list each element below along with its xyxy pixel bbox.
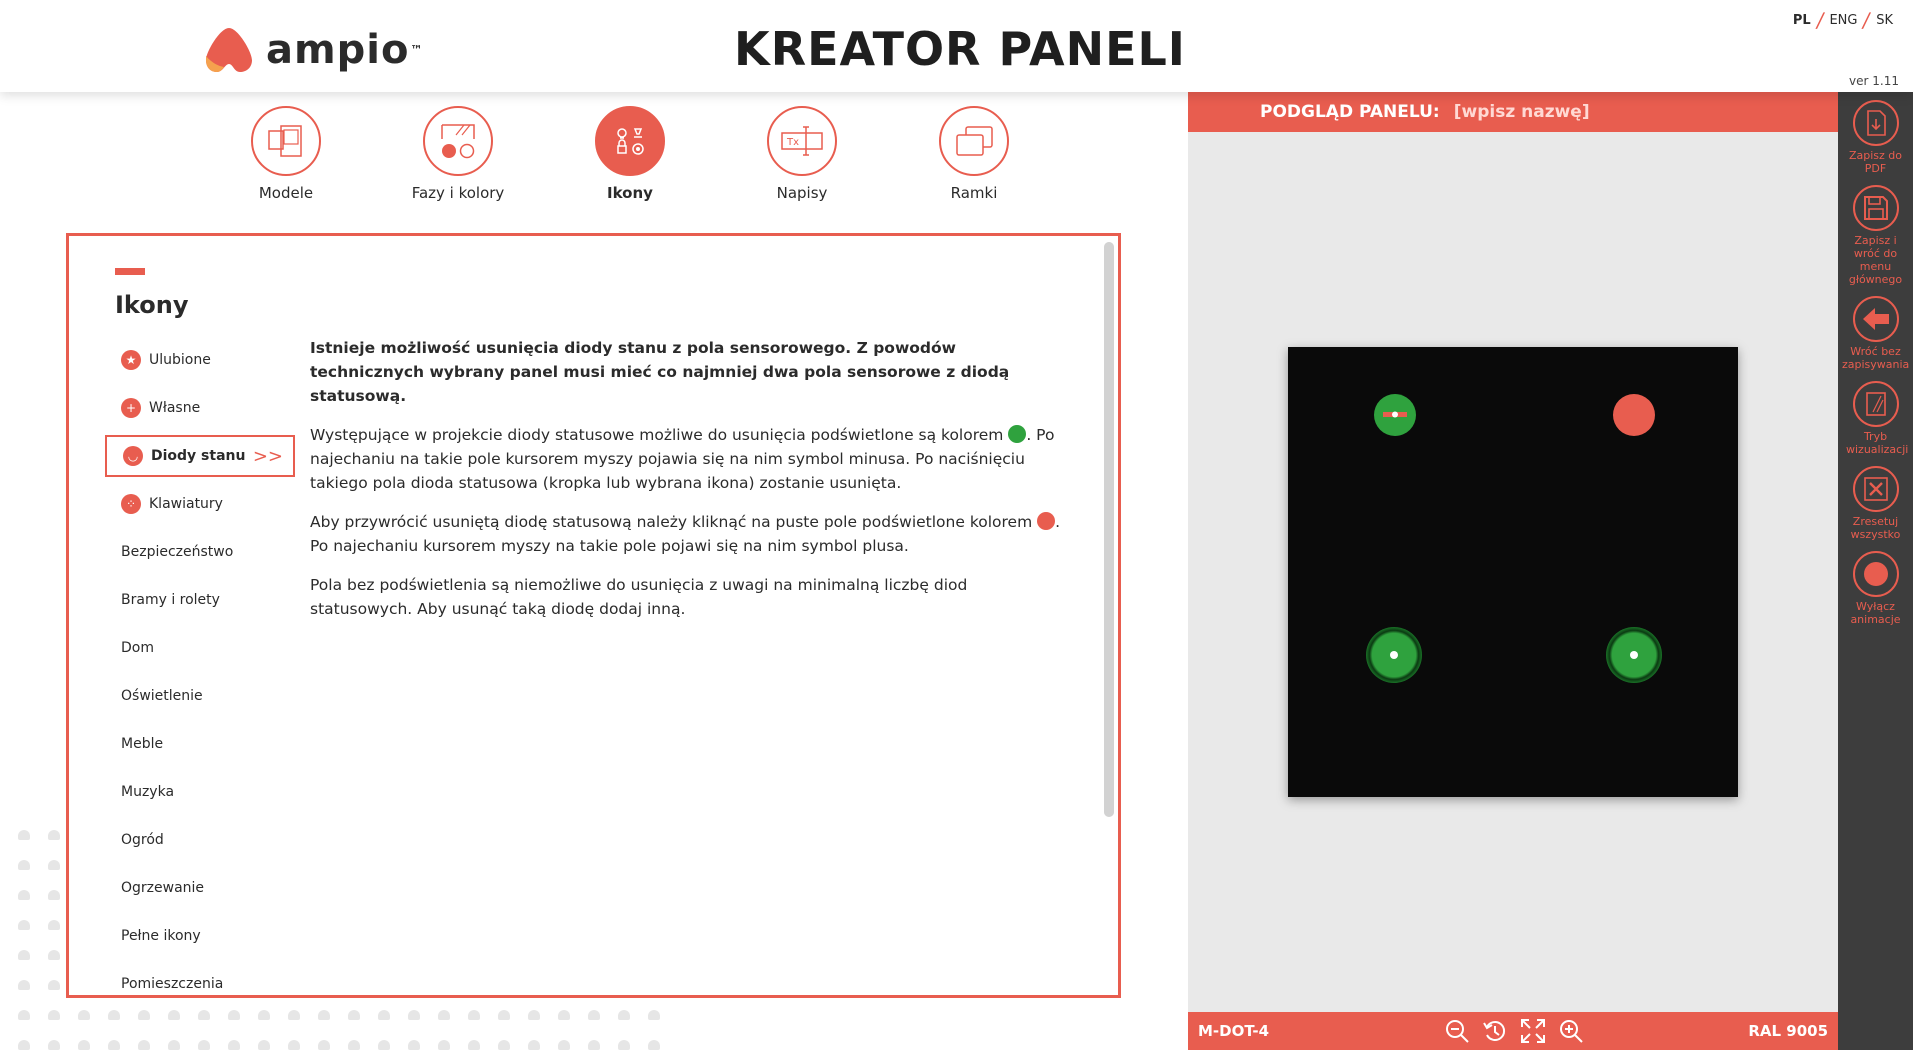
arrow-left-icon xyxy=(1853,296,1899,342)
tab-fazy-i-kolory[interactable] xyxy=(372,106,544,202)
pattern-shape xyxy=(558,1040,570,1050)
pattern-shape xyxy=(18,950,30,960)
tab-label: Modele xyxy=(258,184,314,202)
double-chevron-right-icon: >> xyxy=(252,445,283,467)
scrollbar[interactable] xyxy=(1104,242,1114,817)
visualization-icon xyxy=(1853,381,1899,427)
category-label: Pełne ikony xyxy=(121,928,201,944)
zoom-out-icon[interactable] xyxy=(1443,1017,1471,1045)
category-dom[interactable] xyxy=(105,624,295,672)
plus-icon: + xyxy=(121,398,141,418)
phases-colors-icon xyxy=(423,106,493,176)
zoom-tools xyxy=(1443,1017,1585,1045)
pattern-shape xyxy=(48,830,60,840)
pattern-shape xyxy=(258,1040,270,1050)
back-without-saving-button[interactable] xyxy=(1838,296,1913,371)
preview-footer xyxy=(1188,1012,1838,1050)
category-pomieszczenia[interactable] xyxy=(105,960,295,1008)
tab-modele[interactable] xyxy=(200,106,372,202)
ampio-logo-icon xyxy=(204,26,254,74)
category-wlasne[interactable] xyxy=(105,384,295,432)
pattern-shape xyxy=(168,1010,180,1020)
pattern-shape xyxy=(18,860,30,870)
pattern-shape xyxy=(618,1010,630,1020)
pattern-shape xyxy=(198,1010,210,1020)
pattern-shape xyxy=(18,980,30,990)
pattern-shape xyxy=(228,1040,240,1050)
models-icon xyxy=(251,106,321,176)
text-icon xyxy=(767,106,837,176)
pattern-shape xyxy=(78,1040,90,1050)
language-switcher xyxy=(1793,8,1893,32)
lang-pl[interactable]: PL xyxy=(1792,12,1811,28)
tool-label: Wróć bez zapisywania xyxy=(1842,345,1910,371)
category-oswietlenie[interactable] xyxy=(105,672,295,720)
rotate-icon[interactable] xyxy=(1481,1017,1509,1045)
pattern-shape xyxy=(618,1040,630,1050)
pattern-shape xyxy=(48,860,60,870)
category-label: Meble xyxy=(121,736,164,752)
step-navigation xyxy=(200,106,1060,202)
pattern-shape xyxy=(528,1010,540,1020)
ampio-logo[interactable] xyxy=(204,26,424,74)
pdf-download-icon xyxy=(1853,100,1899,146)
tool-label: Tryb wizualizacji xyxy=(1846,430,1909,456)
pattern-shape xyxy=(168,1040,180,1050)
pattern-shape xyxy=(408,1010,420,1020)
pattern-shape xyxy=(138,1040,150,1050)
pattern-shape xyxy=(108,1040,120,1050)
status-led-icon: ◡ xyxy=(123,446,143,466)
keypad-icon: ⁘ xyxy=(121,494,141,514)
pattern-shape xyxy=(648,1010,660,1020)
star-icon: ★ xyxy=(121,350,141,370)
pattern-shape xyxy=(588,1010,600,1020)
category-label: Klawiatury xyxy=(149,496,223,512)
panel-name-input[interactable]: [wpisz nazwę] xyxy=(1453,102,1590,122)
pattern-shape xyxy=(18,1010,30,1020)
pattern-shape xyxy=(348,1040,360,1050)
category-klawiatury[interactable] xyxy=(105,480,295,528)
category-label: Ulubione xyxy=(149,352,211,368)
category-label: Pomieszczenia xyxy=(121,976,224,992)
pattern-shape xyxy=(378,1040,390,1050)
pattern-shape xyxy=(468,1040,480,1050)
right-toolbar xyxy=(1838,92,1913,1050)
pattern-shape xyxy=(438,1010,450,1020)
pattern-shape xyxy=(48,1040,60,1050)
pattern-shape xyxy=(48,1010,60,1020)
save-pdf-button[interactable] xyxy=(1838,100,1913,175)
frames-icon xyxy=(939,106,1009,176)
header xyxy=(0,0,1913,92)
model-name: M-DOT-4 xyxy=(1198,1022,1270,1040)
preview-header xyxy=(1188,92,1838,132)
pattern-shape xyxy=(108,1010,120,1020)
save-return-button[interactable] xyxy=(1838,185,1913,286)
category-label: Dom xyxy=(121,640,154,656)
category-bezpieczenstwo[interactable] xyxy=(105,528,295,576)
category-label: Bezpieczeństwo xyxy=(121,544,234,560)
status-led-fixed xyxy=(1366,627,1422,683)
category-label: Własne xyxy=(149,400,201,416)
tab-label: Ikony xyxy=(607,184,653,202)
icons-icon xyxy=(595,106,665,176)
status-led-removable[interactable] xyxy=(1374,394,1416,436)
category-meble[interactable] xyxy=(105,720,295,768)
category-diody-stanu[interactable] xyxy=(105,435,295,477)
ral-color: RAL 9005 xyxy=(1748,1022,1828,1040)
category-ulubione[interactable] xyxy=(105,336,295,384)
pattern-shape xyxy=(18,920,30,930)
pattern-shape xyxy=(528,1040,540,1050)
category-label: Diody stanu xyxy=(151,448,246,464)
minus-icon xyxy=(1374,394,1416,436)
lang-eng[interactable]: ENG xyxy=(1829,12,1858,28)
pattern-shape xyxy=(648,1040,660,1050)
green-dot-icon xyxy=(1008,425,1026,443)
tab-label: Napisy xyxy=(776,184,828,202)
category-muzyka[interactable] xyxy=(105,768,295,816)
lang-separator: / xyxy=(1814,8,1826,32)
logo-text: ampio™ xyxy=(266,27,424,73)
fullscreen-icon[interactable] xyxy=(1519,1017,1547,1045)
pattern-shape xyxy=(48,890,60,900)
pattern-shape xyxy=(468,1010,480,1020)
pattern-shape xyxy=(378,1010,390,1020)
page-title: KREATOR PANELI xyxy=(734,22,1186,76)
tab-label: Fazy i kolory xyxy=(411,184,505,202)
led-dot xyxy=(1390,651,1398,659)
pattern-shape xyxy=(18,1040,30,1050)
info-paragraph: Występujące w projekcie diody statusowe możliwe do usunięcia podświetlone są kolorem . Po najechaniu na takie pole kursorem myszy pojawia się na nim symbol minusa. Po naciśnięciu takiego pola dioda statusowa (kropka lub wybrana ikona) zostanie usunięta. xyxy=(310,426,1055,492)
pattern-shape xyxy=(348,1010,360,1020)
pattern-shape xyxy=(288,1040,300,1050)
pattern-shape xyxy=(318,1010,330,1020)
pattern-shape xyxy=(228,1010,240,1020)
icons-panel xyxy=(66,233,1121,998)
panel-title: Ikony xyxy=(115,291,189,319)
info-paragraph: Pola bez podświetlenia są niemożliwe do usunięcia z uwagi na minimalną liczbę diod statusowych. Aby usunąć taką diodę dodaj inną. xyxy=(310,576,968,618)
pattern-shape xyxy=(18,890,30,900)
title-accent xyxy=(115,268,145,275)
pattern-shape xyxy=(48,920,60,930)
pattern-shape xyxy=(318,1040,330,1050)
pattern-shape xyxy=(498,1010,510,1020)
version-label: ver 1.11 xyxy=(1849,74,1899,88)
reset-all-button[interactable] xyxy=(1838,466,1913,541)
tool-label: Zapisz i wróć do menu głównego xyxy=(1848,234,1903,286)
category-label: Muzyka xyxy=(121,784,175,800)
animation-off-icon xyxy=(1853,551,1899,597)
red-dot-icon xyxy=(1037,512,1055,530)
pattern-shape xyxy=(558,1010,570,1020)
pattern-shape xyxy=(588,1040,600,1050)
lang-separator: / xyxy=(1861,8,1873,32)
category-label: Ogrzewanie xyxy=(121,880,205,896)
panel-glass xyxy=(1288,347,1738,797)
pattern-shape xyxy=(138,1010,150,1020)
pattern-shape xyxy=(78,1010,90,1020)
save-icon xyxy=(1853,185,1899,231)
pattern-shape xyxy=(498,1040,510,1050)
tab-ramki[interactable] xyxy=(888,106,1060,202)
tab-napisy[interactable] xyxy=(716,106,888,202)
panel-preview xyxy=(1188,92,1838,1050)
category-label: Ogród xyxy=(121,832,164,848)
pattern-shape xyxy=(408,1040,420,1050)
disable-animations-button[interactable] xyxy=(1838,551,1913,626)
category-bramy-i-rolety[interactable] xyxy=(105,576,295,624)
pattern-shape xyxy=(18,830,30,840)
reset-icon xyxy=(1853,466,1899,512)
zoom-in-icon[interactable] xyxy=(1557,1017,1585,1045)
info-bold-paragraph: Istnieje możliwość usunięcia diody stanu z pola sensorowego. Z powodów technicznych wybrany panel musi mieć co najmniej dwa pola sensorowe z diodą statusową. xyxy=(310,339,1010,405)
category-ogrod[interactable] xyxy=(105,816,295,864)
tool-label: Wyłącz animacje xyxy=(1850,600,1901,626)
svg-text:Tx: Tx xyxy=(787,137,800,148)
pattern-shape xyxy=(48,950,60,960)
tool-label: Zresetuj wszystko xyxy=(1850,515,1901,541)
lang-sk[interactable]: SK xyxy=(1876,12,1893,28)
info-text xyxy=(310,336,1070,636)
pattern-shape xyxy=(438,1040,450,1050)
tab-label: Ramki xyxy=(950,184,998,202)
pattern-shape xyxy=(198,1040,210,1050)
category-label: Oświetlenie xyxy=(121,688,203,704)
led-dot xyxy=(1630,651,1638,659)
preview-label: PODGLĄD PANELU: xyxy=(1260,102,1440,122)
category-pelne-ikony[interactable] xyxy=(105,912,295,960)
tool-label: Zapisz do PDF xyxy=(1848,149,1903,175)
pattern-shape xyxy=(288,1010,300,1020)
visualization-mode-button[interactable] xyxy=(1838,381,1913,456)
info-paragraph: Aby przywrócić usuniętą diodę statusową należy kliknąć na puste pole podświetlone kolorem . Po najechaniu kursorem myszy na takie pole pojawi się na nim symbol plusa. xyxy=(310,513,1061,555)
pattern-shape xyxy=(258,1010,270,1020)
category-label: Bramy i rolety xyxy=(121,592,220,608)
category-list xyxy=(105,336,295,1008)
status-led-fixed xyxy=(1606,627,1662,683)
scrollbar-thumb[interactable] xyxy=(1104,242,1114,817)
pattern-shape xyxy=(48,980,60,990)
category-ogrzewanie[interactable] xyxy=(105,864,295,912)
tab-ikony[interactable] xyxy=(544,106,716,202)
status-led-empty[interactable] xyxy=(1613,394,1655,436)
